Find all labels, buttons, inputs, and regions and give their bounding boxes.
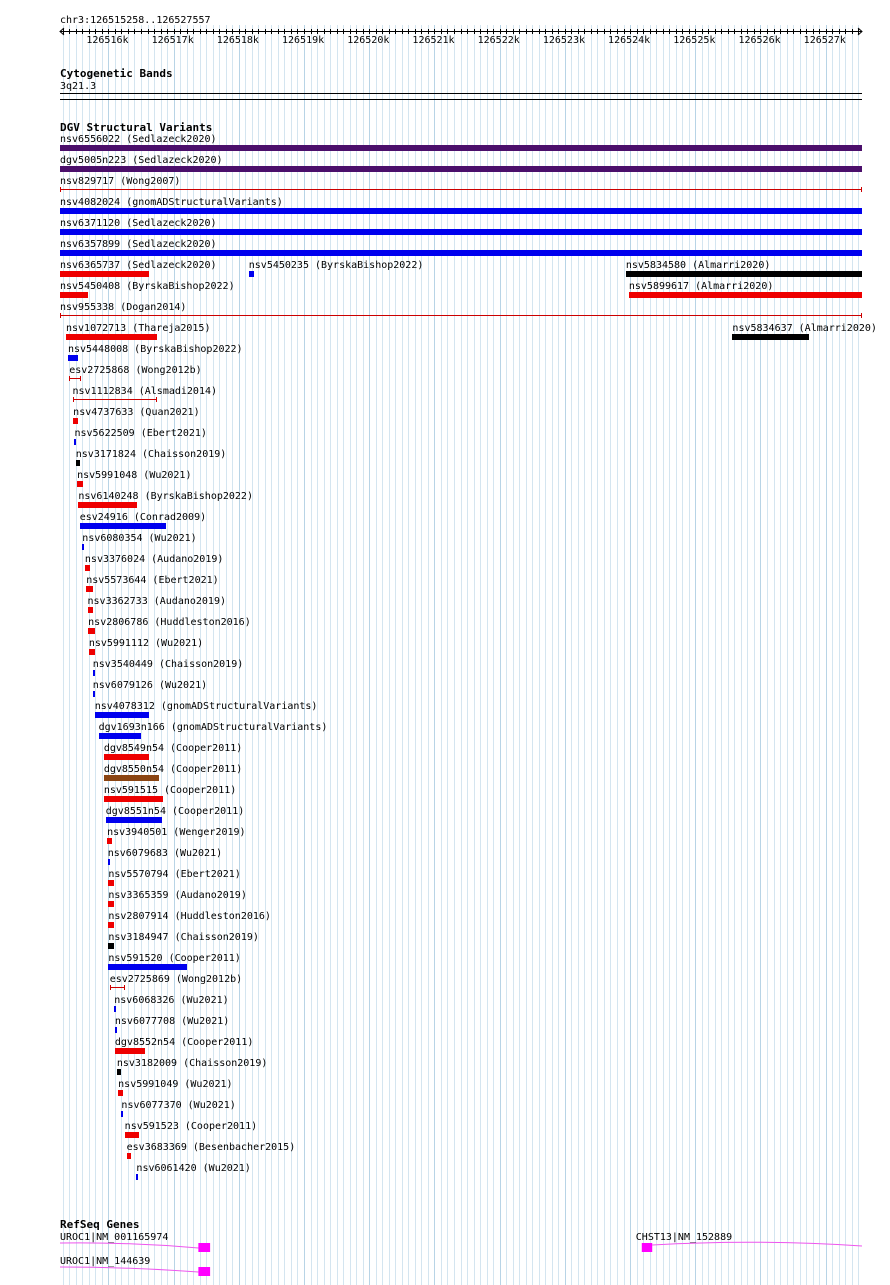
- variant-label: esv2725868 (Wong2012b): [69, 365, 202, 376]
- gene-exon: [198, 1267, 210, 1276]
- ruler-tick-label: 126520k: [347, 35, 390, 46]
- gene-model[interactable]: [0, 1264, 890, 1276]
- variant-label: nsv6556022 (Sedlazeck2020): [60, 134, 217, 145]
- variant-label: dgv8551n54 (Cooper2011): [105, 806, 245, 817]
- ruler-tick-label: 126526k: [738, 35, 781, 46]
- variant-label: nsv5570794 (Ebert2021): [108, 869, 241, 880]
- gene-intron: [652, 1242, 862, 1246]
- variant-feature[interactable]: [117, 1069, 122, 1075]
- variant-feature-cap: [861, 187, 862, 192]
- variant-label: nsv6061420 (Wu2021): [136, 1163, 251, 1174]
- variant-label: nsv4082024 (gnomADStructuralVariants): [60, 197, 283, 208]
- variant-feature[interactable]: [60, 229, 862, 235]
- variant-feature[interactable]: [60, 315, 862, 316]
- variant-label: nsv3540449 (Chaisson2019): [92, 659, 244, 670]
- variant-label: nsv4737633 (Quan2021): [73, 407, 200, 418]
- variant-feature[interactable]: [125, 1132, 139, 1138]
- variant-label: nsv829717 (Wong2007): [60, 176, 181, 187]
- variant-feature-cap: [861, 313, 862, 318]
- variant-label: nsv3171824 (Chaisson2019): [75, 449, 227, 460]
- variant-label: nsv6371120 (Sedlazeck2020): [60, 218, 217, 229]
- variant-feature[interactable]: [136, 1174, 138, 1180]
- gene-label: UROC1|NM_144639: [60, 1256, 151, 1267]
- variant-feature[interactable]: [77, 481, 83, 487]
- ruler-tick-label: 126517k: [151, 35, 194, 46]
- variant-feature[interactable]: [73, 399, 157, 400]
- variant-label: nsv6079126 (Wu2021): [92, 680, 208, 691]
- variant-feature[interactable]: [60, 271, 149, 277]
- variant-feature[interactable]: [93, 670, 95, 676]
- cytoband-label: 3q21.3: [60, 81, 97, 92]
- variant-feature-cap: [110, 985, 111, 990]
- variant-label: dgv8550n54 (Cooper2011): [103, 764, 243, 775]
- variant-feature[interactable]: [106, 817, 163, 823]
- variant-label: esv24916 (Conrad2009): [79, 512, 207, 523]
- variant-label: nsv6365737 (Sedlazeck2020): [60, 260, 217, 271]
- variant-label: nsv5899617 (Almarri2020): [628, 281, 774, 292]
- variant-feature[interactable]: [732, 334, 808, 340]
- variant-feature[interactable]: [108, 964, 186, 970]
- gene-label: UROC1|NM_001165974: [60, 1232, 169, 1243]
- variant-feature-cap: [73, 397, 74, 402]
- variant-label: dgv8549n54 (Cooper2011): [103, 743, 243, 754]
- variant-feature[interactable]: [107, 838, 112, 844]
- variant-feature-cap: [124, 985, 125, 990]
- variant-label: nsv3184947 (Chaisson2019): [108, 932, 259, 943]
- cytoband-divider-bottom: [60, 99, 862, 100]
- variant-label: esv3683369 (Besenbacher2015): [126, 1142, 296, 1153]
- variant-feature[interactable]: [108, 943, 114, 949]
- variant-label: nsv591515 (Cooper2011): [103, 785, 237, 796]
- variant-label: dgv1693n166 (gnomADStructuralVariants): [98, 722, 328, 733]
- variant-feature[interactable]: [626, 271, 862, 277]
- variant-label: nsv1072713 (Thareja2015): [65, 323, 211, 334]
- variant-label: nsv5573644 (Ebert2021): [86, 575, 219, 586]
- variant-feature[interactable]: [108, 922, 114, 928]
- variant-label: nsv5450235 (ByrskaBishop2022): [248, 260, 424, 271]
- variant-label: nsv2806786 (Huddleston2016): [88, 617, 251, 628]
- variant-label: nsv1112834 (Alsmadi2014): [72, 386, 218, 397]
- ruler-tick-label: 126524k: [608, 35, 651, 46]
- variant-feature-cap: [60, 187, 61, 192]
- variant-label: nsv591520 (Cooper2011): [108, 953, 241, 964]
- variant-feature[interactable]: [60, 189, 862, 190]
- variant-feature[interactable]: [74, 439, 76, 445]
- variant-label: nsv3376024 (Audano2019): [84, 554, 224, 565]
- variant-label: dgv8552n54 (Cooper2011): [114, 1037, 254, 1048]
- variant-feature[interactable]: [93, 691, 95, 697]
- variant-feature[interactable]: [76, 460, 81, 466]
- variant-label: nsv4078312 (gnomADStructuralVariants): [94, 701, 318, 712]
- gene-exon: [642, 1243, 652, 1252]
- dgv-track-title: DGV Structural Variants: [60, 121, 213, 134]
- variant-label: nsv5834580 (Almarri2020): [625, 260, 771, 271]
- ruler-tick-label: 126527k: [803, 35, 846, 46]
- variant-feature[interactable]: [108, 901, 114, 907]
- variant-feature[interactable]: [82, 544, 84, 550]
- variant-feature[interactable]: [108, 880, 113, 886]
- variant-feature[interactable]: [60, 208, 862, 214]
- ruler-tick-label: 126519k: [282, 35, 325, 46]
- ruler-tick-label: 126518k: [216, 35, 259, 46]
- variant-feature[interactable]: [60, 250, 862, 256]
- variant-feature[interactable]: [114, 1006, 116, 1012]
- variant-feature[interactable]: [249, 271, 255, 277]
- variant-label: nsv6077708 (Wu2021): [114, 1016, 230, 1027]
- variant-feature[interactable]: [78, 502, 137, 508]
- variant-feature-cap: [156, 397, 157, 402]
- variant-feature[interactable]: [86, 586, 93, 592]
- variant-label: nsv3362733 (Audano2019): [87, 596, 226, 607]
- variant-label: nsv6357899 (Sedlazeck2020): [60, 239, 217, 250]
- variant-label: nsv5622509 (Ebert2021): [74, 428, 207, 439]
- variant-feature[interactable]: [127, 1153, 132, 1159]
- variant-label: nsv6080354 (Wu2021): [82, 533, 197, 544]
- gene-model[interactable]: [0, 1240, 890, 1252]
- variant-label: nsv6140248 (ByrskaBishop2022): [78, 491, 253, 502]
- variant-feature[interactable]: [115, 1048, 145, 1054]
- variant-label: nsv3940501 (Wenger2019): [107, 827, 246, 838]
- variant-label: nsv5991048 (Wu2021): [77, 470, 192, 481]
- gene-intron: [60, 1267, 198, 1272]
- variant-label: dgv5005n223 (Sedlazeck2020): [60, 155, 223, 166]
- variant-label: nsv5991112 (Wu2021): [88, 638, 204, 649]
- variant-label: nsv6068326 (Wu2021): [114, 995, 229, 1006]
- variant-label: nsv3182009 (Chaisson2019): [116, 1058, 268, 1069]
- ruler-tick-label: 126522k: [477, 35, 520, 46]
- variant-feature[interactable]: [104, 775, 159, 781]
- variant-feature[interactable]: [110, 987, 126, 988]
- variant-feature[interactable]: [118, 1090, 123, 1096]
- variant-feature[interactable]: [99, 733, 141, 739]
- ruler-tick-label: 126521k: [412, 35, 455, 46]
- variant-feature[interactable]: [60, 292, 88, 298]
- variant-feature[interactable]: [629, 292, 862, 298]
- variant-label: nsv5448008 (ByrskaBishop2022): [67, 344, 243, 355]
- variant-feature-cap: [60, 313, 61, 318]
- variant-label: nsv3365359 (Audano2019): [108, 890, 247, 901]
- ruler-tick-label: 126516k: [86, 35, 129, 46]
- variant-feature[interactable]: [66, 334, 157, 340]
- variant-feature-cap: [80, 376, 81, 381]
- variant-feature[interactable]: [73, 418, 78, 424]
- variant-label: nsv5991049 (Wu2021): [118, 1079, 233, 1090]
- variant-label: nsv955338 (Dogan2014): [60, 302, 187, 313]
- variant-label: nsv2807914 (Huddleston2016): [108, 911, 271, 922]
- gene-label: CHST13|NM_152889: [635, 1232, 733, 1243]
- variant-label: nsv6079683 (Wu2021): [107, 848, 223, 859]
- variant-label: esv2725869 (Wong2012b): [109, 974, 243, 985]
- variant-feature[interactable]: [95, 712, 149, 718]
- variant-feature[interactable]: [88, 607, 94, 613]
- variant-feature[interactable]: [80, 523, 166, 529]
- ruler-location: chr3:126515258..126527557: [60, 15, 211, 26]
- cytoband-divider-top: [60, 93, 862, 94]
- variant-feature[interactable]: [115, 1027, 117, 1033]
- variant-feature[interactable]: [89, 649, 96, 655]
- variant-label: nsv5834637 (Almarri2020): [732, 323, 877, 334]
- variant-feature[interactable]: [108, 859, 110, 865]
- ruler-tick-label: 126525k: [673, 35, 716, 46]
- variant-label: nsv591523 (Cooper2011): [124, 1121, 258, 1132]
- refseq-track-title: RefSeq Genes: [60, 1218, 140, 1231]
- variant-feature[interactable]: [104, 754, 150, 760]
- variant-label: nsv6077370 (Wu2021): [121, 1100, 236, 1111]
- variant-feature[interactable]: [60, 145, 862, 151]
- variant-feature[interactable]: [60, 166, 862, 172]
- variant-feature[interactable]: [121, 1111, 123, 1117]
- variant-feature[interactable]: [104, 796, 163, 802]
- variant-feature[interactable]: [68, 355, 78, 361]
- variant-feature-cap: [69, 376, 70, 381]
- variant-feature[interactable]: [88, 628, 95, 634]
- variant-label: nsv5450408 (ByrskaBishop2022): [60, 281, 235, 292]
- cytoband-track-title: Cytogenetic Bands: [60, 67, 173, 80]
- ruler-tick-label: 126523k: [542, 35, 585, 46]
- variant-feature[interactable]: [85, 565, 90, 571]
